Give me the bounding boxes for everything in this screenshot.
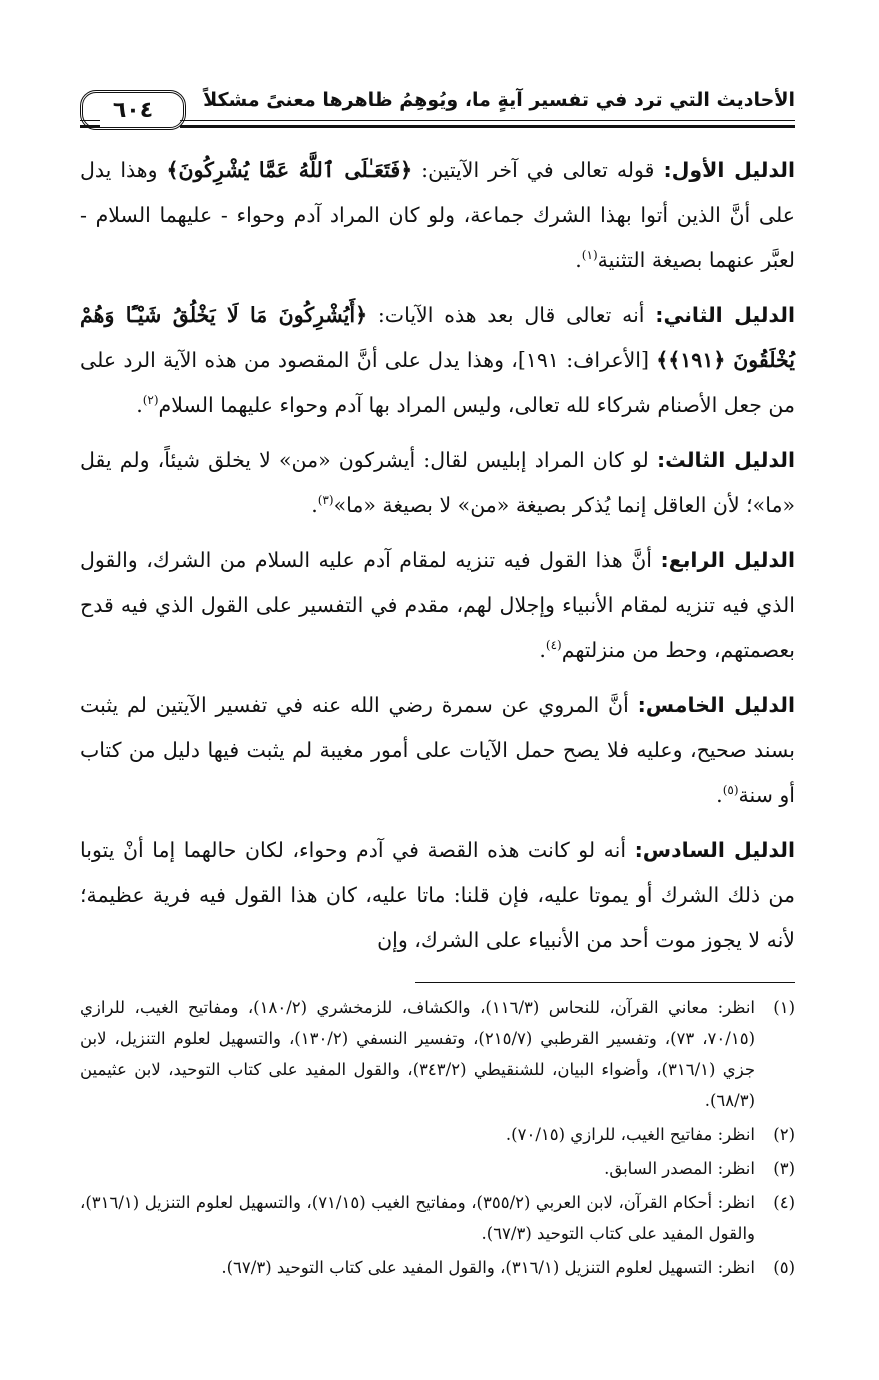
- quran-verse: ﴿فَتَعَـٰلَى ٱللَّهُ عَمَّا يُشْرِكُونَ﴾: [166, 158, 413, 182]
- paragraph-end: .: [311, 493, 318, 517]
- header-rule-left: [80, 120, 100, 121]
- paragraph-text: [الأعراف: ١٩١]، وهذا يدل على أنَّ المقصود من هذه الآية الرد على من جعل الأصنام شركاء لله تعالى، وليس المراد بها آدم وحواء عليهما السلام: [80, 348, 795, 417]
- footnote-separator: [415, 982, 795, 983]
- paragraph-label: الدليل الثاني:: [655, 303, 795, 327]
- paragraph-label: الدليل الرابع:: [660, 548, 795, 572]
- evidence-paragraph-5: [80, 683, 795, 818]
- header-rule-left-thick: [80, 125, 100, 128]
- paragraph-text: أنَّ المروي عن سمرة رضي الله عنه في تفسير الآيتين لم يثبت بسند صحيح، وعليه فلا يصح حمل الآيات على أمور مغيبة لم يثبت فيها دليل من كتاب أو سنة: [80, 693, 795, 807]
- paragraph-end: .: [136, 393, 143, 417]
- paragraph-end: .: [575, 248, 582, 272]
- paragraph-text: أنَّ هذا القول فيه تنزيه لمقام آدم عليه السلام من الشرك، والقول الذي فيه تنزيه لمقام الأنبياء وإجلال لهم، مقدم في التفسير على القول الذي فيه قدح بعصمتهم، وحط من منزلتهم: [80, 548, 795, 662]
- footnote-number: (٣): [773, 1159, 795, 1178]
- paragraph-text: أنه لو كانت هذه القصة في آدم وحواء، لكان حالهما إما أنْ يتوبا من ذلك الشرك أو يموتا عليه، فإن قلنا: ماتا عليه، كان هذا القول فيه فرية عظيمة؛ لأنه لا يجوز موت أحد من الأنبياء على الشرك، وإن: [80, 838, 795, 952]
- footnote-text: انظر: مفاتيح الغيب، للرازي (٧٠/١٥).: [505, 1125, 755, 1144]
- footnote-number: (٢): [773, 1125, 795, 1144]
- footnote-item: [80, 1187, 795, 1249]
- footnote-number: (٤): [773, 1193, 795, 1212]
- paragraph-text: أنه تعالى قال بعد هذه الآيات:: [367, 303, 656, 327]
- header-rule-thick: [180, 125, 795, 128]
- footnote-item: [80, 1119, 795, 1150]
- footnote-ref: (٢): [142, 393, 159, 408]
- header-rule: [180, 120, 795, 121]
- page-number: ٦٠٤: [80, 90, 186, 130]
- paragraph-label: الدليل الثالث:: [656, 448, 796, 472]
- footnote-ref: (٥): [722, 783, 739, 798]
- evidence-paragraph-4: [80, 538, 795, 673]
- evidence-paragraph-6: [80, 828, 795, 963]
- footnote-text: انظر: التسهيل لعلوم التنزيل (٣١٦/١)، والقول المفيد على كتاب التوحيد (٦٧/٣).: [221, 1258, 755, 1277]
- footnotes: [80, 992, 795, 1286]
- main-text: [80, 148, 795, 973]
- paragraph-text: قوله تعالى في آخر الآيتين:: [412, 158, 664, 182]
- paragraph-label: الدليل الأول:: [663, 158, 795, 182]
- footnote-item: [80, 1252, 795, 1283]
- footnote-ref: (١): [581, 248, 598, 263]
- paragraph-label: الدليل السادس:: [634, 838, 795, 862]
- evidence-paragraph-1: [80, 148, 795, 283]
- quran-verse: ﴿أَيُشْرِكُونَ مَا لَا يَخْلُقُ شَيْـًٔا وَهُمْ يُخْلَقُونَ ﴿١٩١﴾﴾: [80, 303, 795, 372]
- evidence-paragraph-2: [80, 293, 795, 428]
- footnote-text: انظر: المصدر السابق.: [604, 1159, 755, 1178]
- running-title: الأحاديث التي ترد في تفسير آيةٍ ما، ويُوهِمُ ظاهرها معنىً مشكلاً: [203, 89, 795, 111]
- footnote-item: [80, 992, 795, 1116]
- paragraph-label: الدليل الخامس:: [637, 693, 795, 717]
- footnote-number: (٥): [773, 1258, 795, 1277]
- paragraph-end: .: [716, 783, 723, 807]
- footnote-text: انظر: أحكام القرآن، لابن العربي (٣٥٥/٢)، ومفاتيح الغيب (٧١/١٥)، والتسهيل لعلوم التنزيل (٣١٦/١)، والقول المفيد على كتاب التوحيد (٦٧/٣).: [80, 1193, 755, 1243]
- paragraph-text: لو كان المراد إبليس لقال: أيشركون «من» لا يخلق شيئاً، ولم يقل «ما»؛ لأن العاقل إنما يُذكر بصيغة «من» لا بصيغة «ما»: [80, 448, 795, 517]
- footnote-text: انظر: معاني القرآن، للنحاس (١١٦/٣)، والكشاف، للزمخشري (١٨٠/٢)، ومفاتيح الغيب، للرازي (٧٠/١٥، ٧٣)، وتفسير القرطبي (٢١٥/٧)، وتفسير النسفي (١٣٠/٢)، والتسهيل لعلوم التنزيل، لابن جزي (٣١٦/١)، وأضواء البيان، للشنقيطي (٣٤٣/٢)، والقول المفيد على كتاب التوحيد، لابن عثيمين (٦٨/٣).: [80, 998, 756, 1110]
- footnote-item: [80, 1153, 795, 1184]
- footnote-number: (١): [773, 998, 795, 1017]
- evidence-paragraph-3: [80, 438, 795, 528]
- paragraph-text: وهذا يدل على أنَّ الذين أتوا بهذا الشرك جماعة، ولو كان المراد آدم وحواء - عليهما السلام - لعبَّر عنهما بصيغة التثنية: [80, 158, 795, 272]
- footnote-ref: (٣): [317, 493, 334, 508]
- paragraph-end: .: [539, 638, 546, 662]
- footnote-ref: (٤): [545, 638, 562, 653]
